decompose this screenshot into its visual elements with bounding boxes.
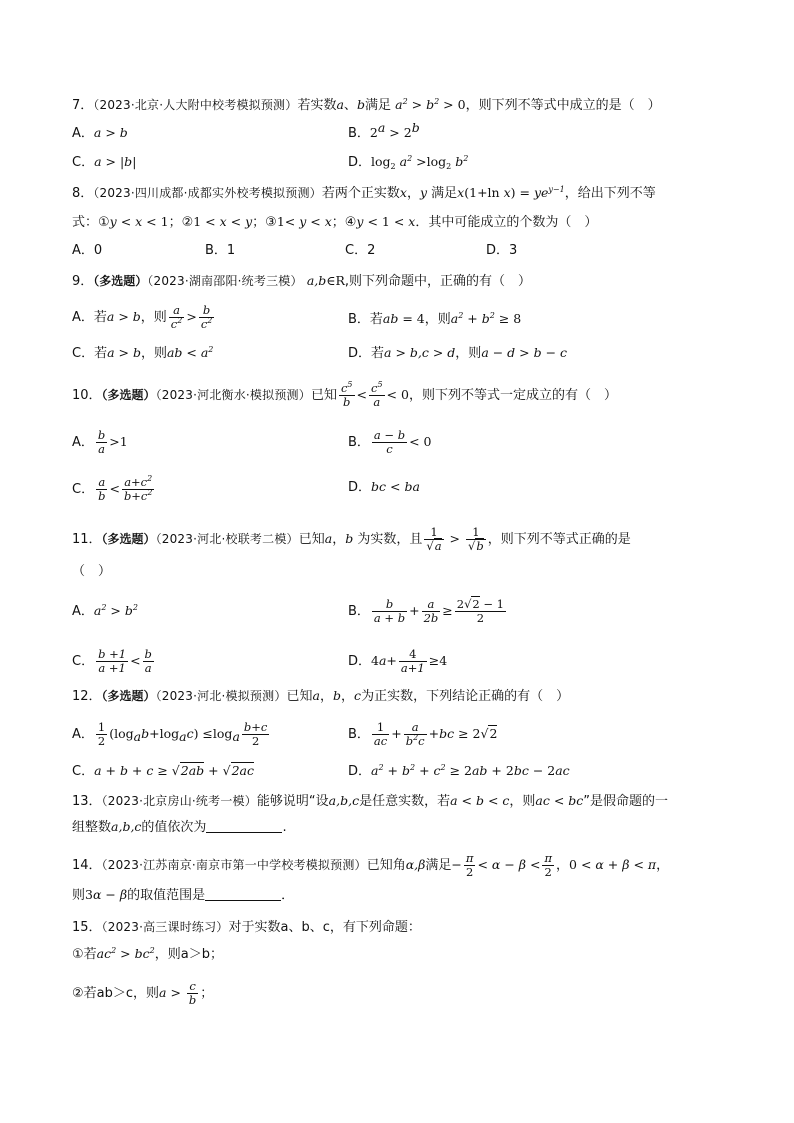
q7-option-b[interactable]: B．$2^a > 2^b$ — [348, 120, 420, 141]
q11-option-c[interactable]: C． $\frac{b +1}{a +1}$ < $\frac{b}{a}$ — [72, 647, 152, 675]
question-12: 12．（多选题）（2023·河北·模拟预测）已知a，b，c为正实数，下列结论正确的有（ ） — [72, 688, 570, 704]
q8-option-b[interactable]: B．1 — [205, 243, 236, 258]
question-15: 15．（2023·高三课时练习）对于实数a、b、c，有下列命题： — [72, 920, 421, 935]
question-9: 9．（多选题）（2023·湖南邵阳·统考三模） a,b∈R,则下列命题中，正确的有（ ） — [72, 273, 532, 289]
q11-option-a[interactable]: A．$a^2 > b^2$ — [72, 603, 138, 619]
question-8: 8．（2023·四川成都·成都实外校考模拟预测）若两个正实数x，y 满足x(1+ln $x) = ye^{y-1}$，给出下列不等 — [72, 185, 656, 201]
q9-option-a[interactable]: A．若a > b，则 $\frac{a}{c^2}$ > $\frac{b}{c^2}$ — [72, 303, 213, 331]
q12-option-d[interactable]: D．$a^2 + b^2 + c^2 \ge 2ab + 2bc - 2ac$ — [348, 763, 570, 779]
q11-option-d[interactable]: D．4a+ $\frac{4}{a+1}$ ≥4 — [348, 647, 448, 675]
q12-option-b[interactable]: B． $\frac{1}{ac}$ + $\frac{a}{b^2c}$ +bc ≥ 2√2 — [348, 720, 498, 748]
q15-item-1: ①若$ac^2 > bc^2$，则a＞b； — [72, 946, 223, 962]
question-10: 10．（多选题）（2023·河北衡水·模拟预测）已知 $\frac{c^5}{b}$ < $\frac{c^5}{a}$ < 0，则下列不等式一定成立的有（ ） — [72, 380, 617, 409]
question-8-cont: 式：①y < x < 1；②1 < x < y；③1< y < x；④y < 1 < x．其中可能成立的个数为（ ） — [72, 214, 598, 230]
question-11-cont: （ ） — [72, 564, 112, 579]
q7-option-a[interactable]: A．a > b — [72, 125, 128, 141]
q15-item-2: ②若ab＞c，则a > $\frac{c}{b}$ ； — [72, 979, 214, 1007]
q7-option-d[interactable]: D．$\log_2 a^2 >\log_2$ $b^2$ — [348, 154, 469, 171]
question-14-cont: 则3α − β的取值范围是 ． — [72, 887, 295, 903]
q10-option-a[interactable]: A． $\frac{b}{a}$ >1 — [72, 428, 128, 456]
q10-option-d[interactable]: D．bc < ba — [348, 479, 420, 495]
question-7: 7．（2023·北京·人大附中校考模拟预测）若实数a、b满足 $a^2 > b^2 > 0$，则下列不等式中成立的是（ ） — [72, 97, 661, 113]
q9-option-c[interactable]: C．若a > b，则ab < $a^2$ — [72, 345, 214, 361]
q10-option-c[interactable]: C． $\frac{a}{b}$ < $\frac{a+c^2}{b+c^2}$ — [72, 474, 153, 503]
answer-blank-13[interactable] — [206, 819, 282, 833]
q9-option-b[interactable]: B．若ab = 4，则$a^2 + b^2 \ge 8$ — [348, 311, 522, 327]
q8-option-a[interactable]: A．0 — [72, 243, 103, 258]
answer-blank-14[interactable] — [205, 887, 281, 901]
q8-option-c[interactable]: C．2 — [345, 243, 376, 258]
q9-option-d[interactable]: D．若a > b,c > d，则a − d > b − c — [348, 345, 568, 361]
q10-option-b[interactable]: B． $\frac{a - b}{c}$ < 0 — [348, 428, 432, 456]
q11-option-b[interactable]: B． $\frac{b}{a + b}$ + $\frac{a}{2b}$ ≥ $\frac{2√2 - 1}{2}$ — [348, 597, 504, 625]
question-11: 11．（多选题）（2023·河北·校联考二模）已知a，b 为实数，且 $\frac{1}{√a}$ > $\frac{1}{√b}$ ，则下列不等式正确的是 — [72, 525, 631, 553]
q12-option-c[interactable]: C．a + b + c ≥ √2ab + √2ac — [72, 763, 254, 779]
question-14: 14．（2023·江苏南京·南京市第一中学校考模拟预测）已知角α,β满足− $\frac{\pi}{2}$ < α − β < $\frac{\pi}{2}$ ，0 < α + β < π， — [72, 851, 670, 879]
q7-option-c[interactable]: C．a > |b| — [72, 154, 137, 170]
question-13: 13．（2023·北京房山·统考一模）能够说明“设a,b,c是任意实数，若a < b < c，则ac < bc”是假命题的一 — [72, 793, 669, 809]
q12-option-a[interactable]: A． $\frac{1}{2}$ $(\log_ab+\log_ac) \le\log_a$ $\frac{b+c}{2}$ — [72, 720, 268, 748]
q8-option-d[interactable]: D．3 — [486, 243, 518, 258]
question-13-cont: 组整数a,b,c的值依次为 . — [72, 819, 287, 835]
